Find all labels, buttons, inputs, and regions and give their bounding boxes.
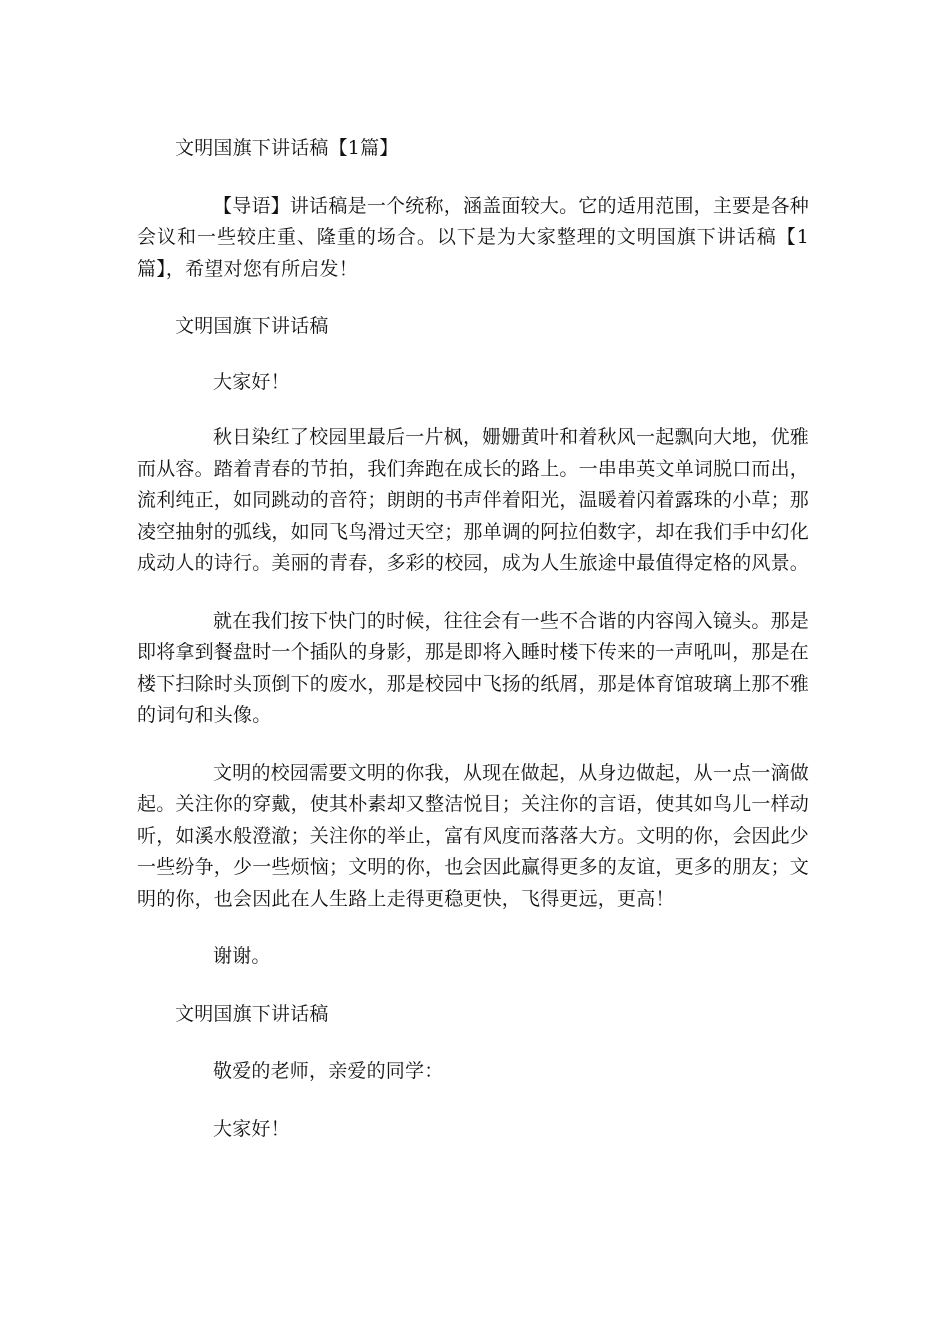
document-title: 文明国旗下讲话稿【1篇】 (175, 137, 399, 159)
greeting: 大家好！ (213, 1117, 290, 1140)
salutation: 敬爱的老师，亲爱的同学： (213, 1060, 444, 1082)
closing-text: 谢谢。 (213, 945, 271, 967)
document-page (137, 133, 809, 1145)
section-heading: 文明国旗下讲话稿 (175, 315, 329, 337)
intro-paragraph: 【导语】讲话稿是一个统称，涵盖面较大。它的适用范围，主要是各种会议和一些较庄重、隆重的场合。以下是为大家整理的文明国旗下讲话稿【1篇】，希望对您有所启发！ (137, 194, 809, 280)
body-paragraph: 秋日染红了校园里最后一片枫，姗姗黄叶和着秋风一起飘向大地，优雅而从容。踏着青春的节拍，我们奔跑在成长的路上。一串串英文单词脱口而出，流利纯正，如同跳动的音符；朗朗的书声伴着阳光，温暖着闪着露珠的小草；那凌空抽射的弧线，如同飞鸟滑过天空；那单调的阿拉伯数字，却在我们手中幻化成动人的诗行。美丽的青春，多彩的校园，成为人生旅途中最值得定格的风景。 (137, 426, 810, 574)
body-paragraph: 文明的校园需要文明的你我，从现在做起，从身边做起，从一点一滴做起。关注你的穿戴，使其朴素却又整洁悦目；关注你的言语，使其如鸟儿一样动听，如溪水般澄澈；关注你的举止，富有风度而落落大方。文明的你，会因此少一些纷争，少一些烦恼；文明的你，也会因此赢得更多的友谊，更多的朋友；文明的你，也会因此在人生路上走得更稳更快，飞得更远，更高！ (137, 761, 810, 910)
section-heading: 文明国旗下讲话稿 (175, 1002, 329, 1025)
body-paragraph: 就在我们按下快门的时候，往往会有一些不合谐的内容闯入镜头。那是即将拿到餐盘时一个插队的身影，那是即将入睡时楼下传来的一声吼叫，那是在楼下扫除时头顶倒下的废水，那是校园中飞扬的纸屑，那是体育馆玻璃上那不雅的词句和头像。 (137, 609, 810, 726)
greeting: 大家好！ (213, 370, 290, 393)
